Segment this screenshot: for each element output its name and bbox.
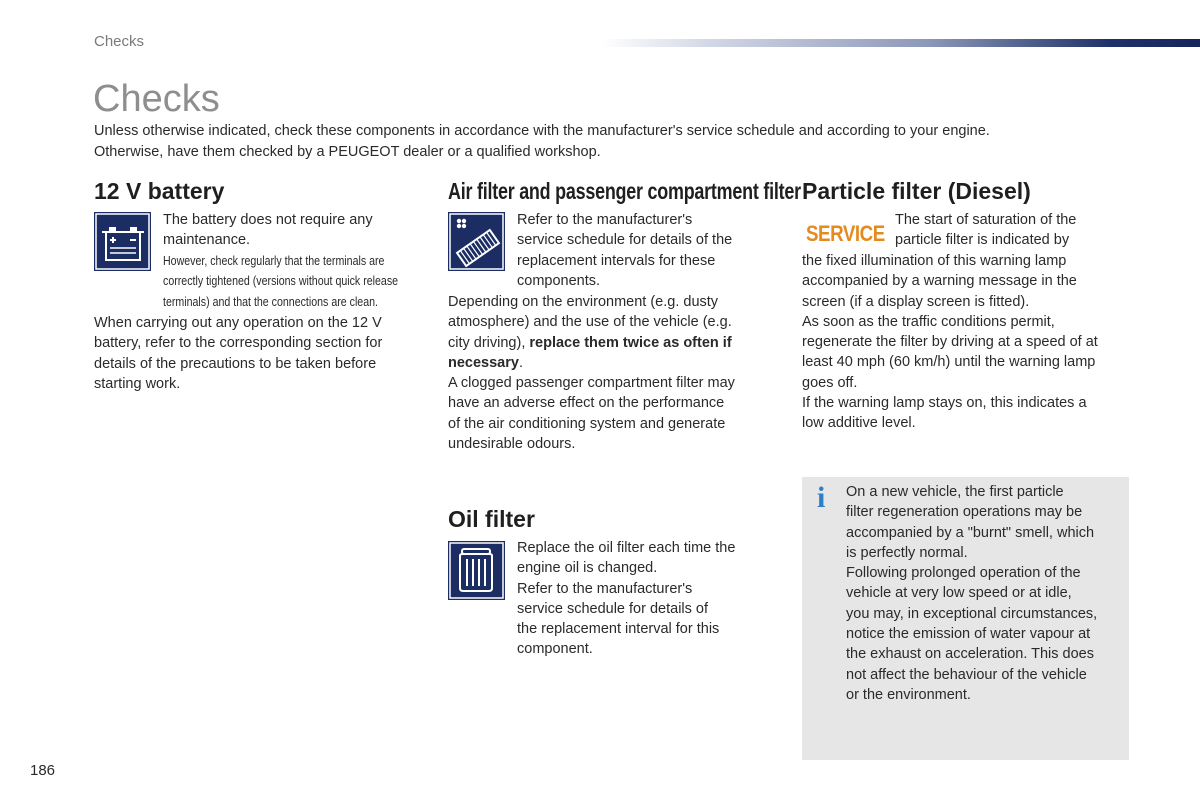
text-line: Depending on the environment (e.g. dusty xyxy=(448,294,719,310)
battery-title: 12 V battery xyxy=(94,178,225,204)
text-line: details of the precautions to be taken before xyxy=(94,355,377,372)
text-line: least 40 mph (60 km/h) until the warning lamp xyxy=(802,354,1096,371)
text-line: correctly tightened (versions without quick release xyxy=(163,274,399,289)
service-warning-badge: SERVICE xyxy=(806,221,885,246)
header-gradient-bar xyxy=(600,39,1200,47)
text-line: On a new vehicle, the first particle xyxy=(846,484,1064,500)
air-filter-side-text xyxy=(517,210,777,291)
oil-filter-title: Oil filter xyxy=(448,506,535,532)
text-line: you may, in exceptional circumstances, xyxy=(846,605,1098,622)
text-line: As soon as the traffic conditions permit, xyxy=(802,313,1055,330)
emphasis-text: necessary xyxy=(448,354,519,371)
text-line: Refer to the manufacturer's xyxy=(517,212,693,228)
text-line: accompanied by a "burnt" smell, which xyxy=(846,524,1095,541)
text-line: atmosphere) and the use of the vehicle (e.g. xyxy=(448,314,732,331)
info-text xyxy=(846,482,1126,705)
oil-filter-text xyxy=(517,538,777,660)
text-line: battery, refer to the corresponding section for xyxy=(94,335,383,352)
emphasis-text: replace them twice as often if xyxy=(529,334,732,351)
text-line: component. xyxy=(517,641,593,658)
air-filter-title: Air filter and passenger compartment filter xyxy=(448,178,801,204)
battery-note xyxy=(163,251,418,312)
text-line: If the warning lamp stays on, this indicates a xyxy=(802,395,1087,412)
text-line: the fixed illumination of this warning lamp xyxy=(802,253,1067,269)
text-line: The battery does not require any xyxy=(163,212,373,228)
page-number: 186 xyxy=(30,762,56,779)
info-icon: i xyxy=(817,481,826,514)
particle-filter-title: Particle filter (Diesel) xyxy=(802,178,1031,204)
text-line: vehicle at very low speed or at idle, xyxy=(846,585,1072,602)
battery-side-text xyxy=(163,210,433,251)
air-filter-body xyxy=(448,292,778,454)
text-line: the exhaust on acceleration. This does xyxy=(846,646,1095,663)
intro-paragraph xyxy=(94,121,1094,162)
text-line: The start of saturation of the xyxy=(895,212,1077,228)
text-line: A clogged passenger compartment filter may xyxy=(448,375,735,392)
air-filter-icon xyxy=(448,212,505,271)
text-line: However, check regularly that the terminals are xyxy=(163,254,385,268)
car-battery-icon xyxy=(94,212,151,271)
section-header-label: Checks xyxy=(94,33,145,50)
text-line: low additive level. xyxy=(802,415,916,432)
text-line: particle filter is indicated by xyxy=(895,232,1070,249)
text-line: service schedule for details of the xyxy=(517,232,733,249)
text-run: city driving), xyxy=(448,334,530,351)
text-line: terminals) and that the connections are clean. xyxy=(163,294,378,309)
text-line: screen (if a display screen is fitted). xyxy=(802,293,1030,310)
text-line: notice the emission of water vapour at xyxy=(846,626,1091,643)
text-line: replacement intervals for these xyxy=(517,252,716,269)
text-line: maintenance. xyxy=(163,232,251,249)
oil-filter-icon xyxy=(448,541,505,600)
text-line: starting work. xyxy=(94,375,181,392)
text-line: engine oil is changed. xyxy=(517,560,658,577)
text-line: is perfectly normal. xyxy=(846,544,968,561)
text-line: goes off. xyxy=(802,374,858,391)
text-line: of the air conditioning system and generate xyxy=(448,415,726,432)
text-line: accompanied by a warning message in the xyxy=(802,273,1077,290)
intro-line: Otherwise, have them checked by a PEUGEOT dealer or a qualified workshop. xyxy=(94,143,601,160)
intro-line: Unless otherwise indicated, check these components in accordance with the manufacturer's service schedule and according to your engine. xyxy=(94,123,990,139)
text-line: filter regeneration operations may be xyxy=(846,504,1083,521)
text-line: When carrying out any operation on the 12 V xyxy=(94,315,382,331)
battery-body xyxy=(94,313,424,394)
particle-filter-body xyxy=(802,251,1132,434)
text-line: have an adverse effect on the performance xyxy=(448,395,725,412)
text-line: the replacement interval for this xyxy=(517,621,720,638)
text-run: . xyxy=(518,354,523,371)
particle-filter-side-text xyxy=(895,210,1135,251)
text-line: Following prolonged operation of the xyxy=(846,565,1081,582)
text-line xyxy=(448,353,778,373)
text-line xyxy=(448,333,778,353)
text-line: Replace the oil filter each time the xyxy=(517,540,736,556)
text-line: components. xyxy=(517,272,601,289)
page-title: Checks xyxy=(93,78,220,120)
text-line: service schedule for details of xyxy=(517,600,709,617)
text-line: regenerate the filter by driving at a speed of at xyxy=(802,334,1098,351)
text-line: or the environment. xyxy=(846,686,971,703)
text-line: undesirable odours. xyxy=(448,436,576,453)
text-line: Refer to the manufacturer's xyxy=(517,580,693,597)
text-line: not affect the behaviour of the vehicle xyxy=(846,666,1087,683)
